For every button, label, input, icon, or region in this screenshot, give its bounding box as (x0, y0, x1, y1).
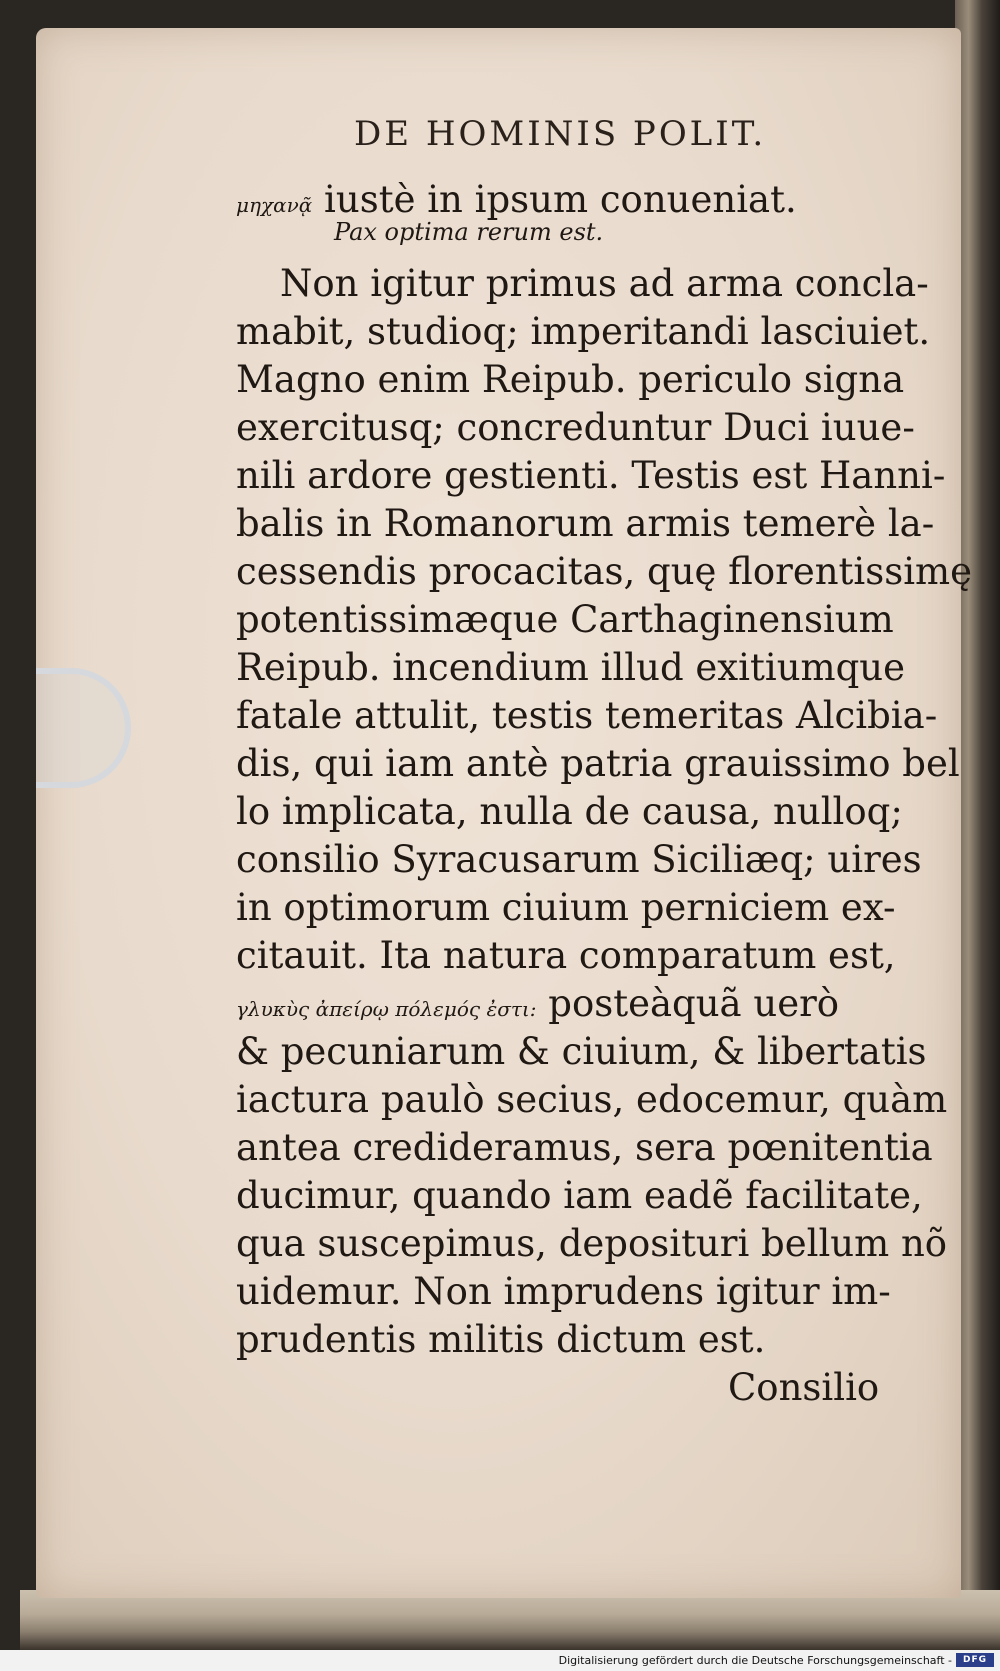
footer-credit: Digitalisierung gefördert durch die Deutsche Forschungsgemeinschaft - (558, 1654, 952, 1667)
first-line (236, 178, 797, 221)
sidenote: Pax optima rerum est. (334, 218, 604, 246)
greek-word: μηχανᾷ (236, 193, 313, 217)
text-line: consilio Syracusarum Siciliæq; uires (236, 838, 922, 881)
text-line: Reipub. incendium illud exitiumque (236, 646, 906, 689)
text-line: lo implicata, nulla de causa, nulloq; (236, 790, 903, 833)
text-line: iactura paulò secius, edocemur, quàm (236, 1078, 948, 1121)
text-line: uidemur. Non imprudens igitur im- (236, 1270, 891, 1313)
page-stack-bottom (20, 1590, 1000, 1650)
text-line: exercitusq; concreduntur Duci iuue- (236, 406, 915, 449)
dfg-logo: DFG (956, 1653, 994, 1667)
text-line: prudentis militis dictum est. (236, 1318, 766, 1361)
text-line: dis, qui iam antè patria grauissimo bel (236, 742, 960, 785)
page-stack-edge (955, 0, 1000, 1650)
book-page (36, 28, 973, 1598)
text-line: fatale attulit, testis temeritas Alcibia- (236, 694, 938, 737)
text-line: balis in Romanorum armis temerè la- (236, 502, 935, 545)
text-line: antea credideramus, sera pœnitentia (236, 1126, 933, 1169)
catchword: Consilio (728, 1366, 880, 1409)
footer-bar (0, 1650, 1000, 1671)
text-line: & pecuniarum & ciuium, & libertatis (236, 1030, 927, 1073)
text-line: Magno enim Reipub. periculo signa (236, 358, 905, 401)
text-line: qua suscepimus, deposituri bellum nõ (236, 1222, 948, 1265)
running-head: DE HOMINIS POLIT. (354, 114, 767, 154)
greek-quote: γλυκὺς ἀπείρῳ πόλεμός ἐστι: (236, 997, 537, 1021)
text-line: potentissimæque Carthaginensium (236, 598, 894, 641)
text-line: Non igitur primus ad arma concla- (280, 262, 929, 305)
first-line-latin: iustè in ipsum conueniat. (324, 178, 797, 221)
greek-line-latin: posteàquã uerò (548, 982, 840, 1025)
text-line: in optimorum ciuium perniciem ex- (236, 886, 896, 929)
text-line: nili ardore gestienti. Testis est Hanni- (236, 454, 946, 497)
text-line: ducimur, quando iam eadẽ facilitate, (236, 1174, 923, 1217)
page-clip (36, 668, 131, 788)
greek-quote-line (236, 982, 839, 1025)
text-line: cessendis procacitas, quę florentissimę (236, 550, 973, 593)
text-line: citauit. Ita natura comparatum est, (236, 934, 896, 977)
text-line: mabit, studioq; imperitandi lasciuiet. (236, 310, 931, 353)
